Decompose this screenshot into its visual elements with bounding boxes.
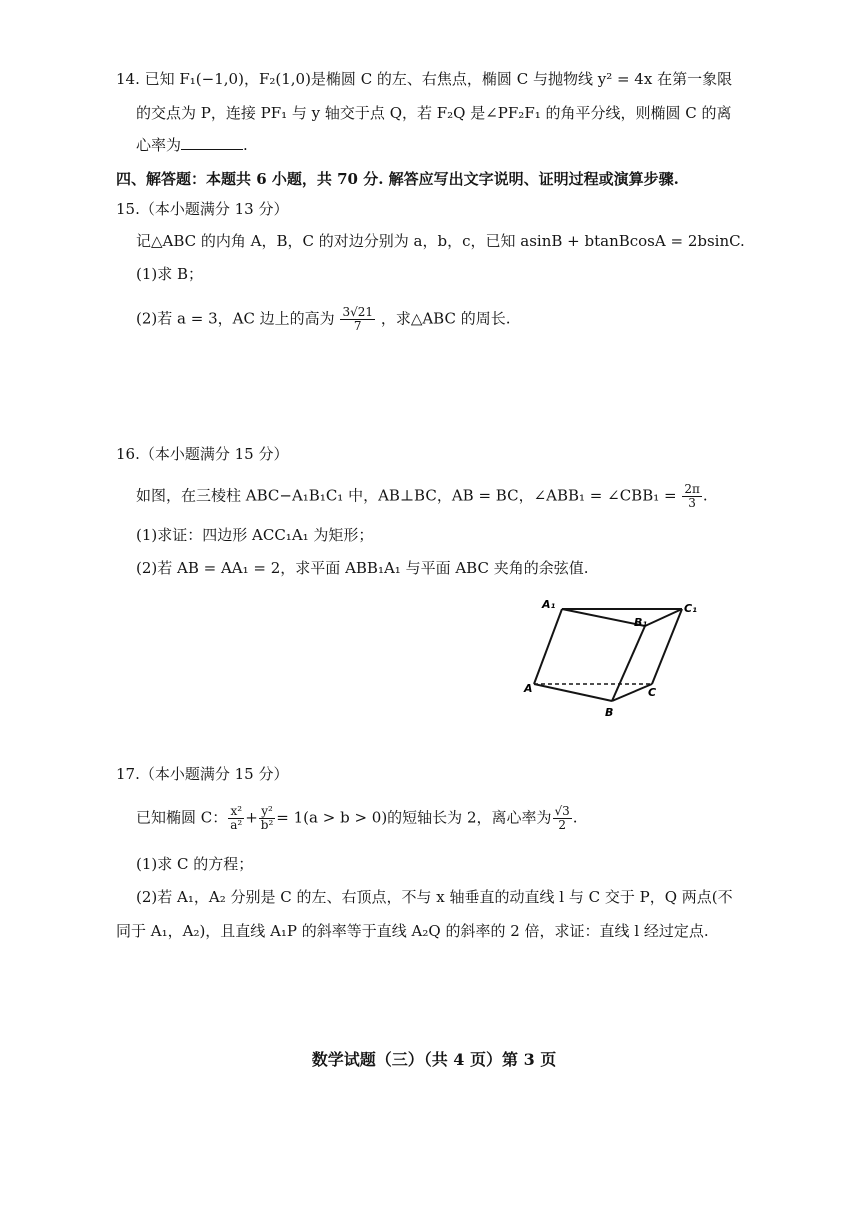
q17-part2-line1: (2)若 A₁，A₂ 分别是 C 的左、右顶点，不与 x 轴垂直的动直线 l 与 C 交于 P，Q 两点(不 <box>136 888 733 906</box>
q17-stem-mid: = 1(a > b > 0)的短轴长为 2，离心率为 <box>276 808 552 827</box>
fraction-numerator: 2π <box>684 482 700 496</box>
q14-line1: 14. 已知 F₁(−1,0)，F₂(1,0)是椭圆 C 的左、右焦点，椭圆 C 与抛物线 y² = 4x 在第一象限 <box>116 70 733 88</box>
label-a1: A₁ <box>542 598 556 611</box>
q14-line2: 的交点为 P，连接 PF₁ 与 y 轴交于点 Q，若 F₂Q 是∠PF₂F₁ 的角平分线，则椭圆 C 的离 <box>136 104 732 122</box>
q17-x-fraction <box>228 805 244 832</box>
q16-stem <box>136 483 708 510</box>
fraction-numerator: y² <box>259 805 276 819</box>
q15-height-fraction <box>340 306 375 333</box>
q16-title: 16.（本小题满分 15 分） <box>116 445 289 463</box>
label-c1: C₁ <box>684 602 697 615</box>
fraction-numerator: √3 <box>554 804 570 818</box>
q17-eccentricity-fraction <box>553 805 572 832</box>
q17-plus: + <box>245 808 258 827</box>
q16-stem-prefix: 如图，在三棱柱 ABC−A₁B₁C₁ 中，AB⊥BC，AB = BC，∠ABB₁ = ∠CBB₁ = <box>136 486 677 505</box>
edge-a1-a <box>534 609 562 684</box>
edge-a-b <box>534 684 612 701</box>
edge-a1-b1 <box>562 609 645 626</box>
q17-title: 17.（本小题满分 15 分） <box>116 765 289 783</box>
q17-y-fraction <box>259 805 276 832</box>
fraction-denominator: 2 <box>558 818 566 832</box>
section4-heading: 四、解答题：本题共 6 小题，共 70 分. 解答应写出文字说明、证明过程或演算步骤. <box>116 170 679 188</box>
fraction-denominator: b² <box>260 818 274 832</box>
fraction-numerator: 3√21 <box>342 305 374 319</box>
q14-line3-prefix: 心率为 <box>136 136 182 154</box>
label-a: A <box>524 682 533 695</box>
q14-line3 <box>136 134 248 156</box>
label-b1: B₁ <box>634 616 648 629</box>
q15-part1: (1)求 B； <box>136 265 204 283</box>
answer-blank <box>181 135 243 150</box>
q16-angle-fraction <box>682 483 702 510</box>
prism-svg <box>520 596 700 726</box>
q16-part1: (1)求证：四边形 ACC₁A₁ 为矩形； <box>136 526 374 544</box>
q16-part2: (2)若 AB = AA₁ = 2，求平面 ABB₁A₁ 与平面 ABC 夹角的余弦值. <box>136 559 589 577</box>
fraction-denominator: 7 <box>353 319 362 333</box>
q17-part2-line2: 同于 A₁，A₂)，且直线 A₁P 的斜率等于直线 A₂Q 的斜率的 2 倍，求证：直线 l 经过定点. <box>116 922 709 940</box>
q15-stem: 记△ABC 的内角 A，B，C 的对边分别为 a，b，c，已知 asinB + btanBcosA = 2bsinC. <box>136 232 745 250</box>
label-b: B <box>605 706 614 719</box>
q15-part2-suffix: ，求△ABC 的周长. <box>380 309 511 328</box>
prism-figure <box>520 596 700 726</box>
q17-stem <box>136 805 578 832</box>
fraction-numerator: x² <box>228 805 244 819</box>
q16-stem-suffix: . <box>702 486 708 505</box>
q15-part2 <box>136 306 511 333</box>
fraction-denominator: a² <box>230 818 243 832</box>
q15-part2-prefix: (2)若 a = 3，AC 边上的高为 <box>136 309 335 328</box>
label-c: C <box>648 686 657 699</box>
q15-title: 15.（本小题满分 13 分） <box>116 200 289 218</box>
q17-stem-prefix: 已知椭圆 C： <box>136 808 228 827</box>
q17-stem-suffix: . <box>572 808 578 827</box>
q17-part1: (1)求 C 的方程； <box>136 855 254 873</box>
page-footer: 数学试题（三）（共 4 页）第 3 页 <box>311 1050 557 1069</box>
q14-line3-suffix: . <box>243 136 248 154</box>
fraction-denominator: 3 <box>688 496 696 510</box>
